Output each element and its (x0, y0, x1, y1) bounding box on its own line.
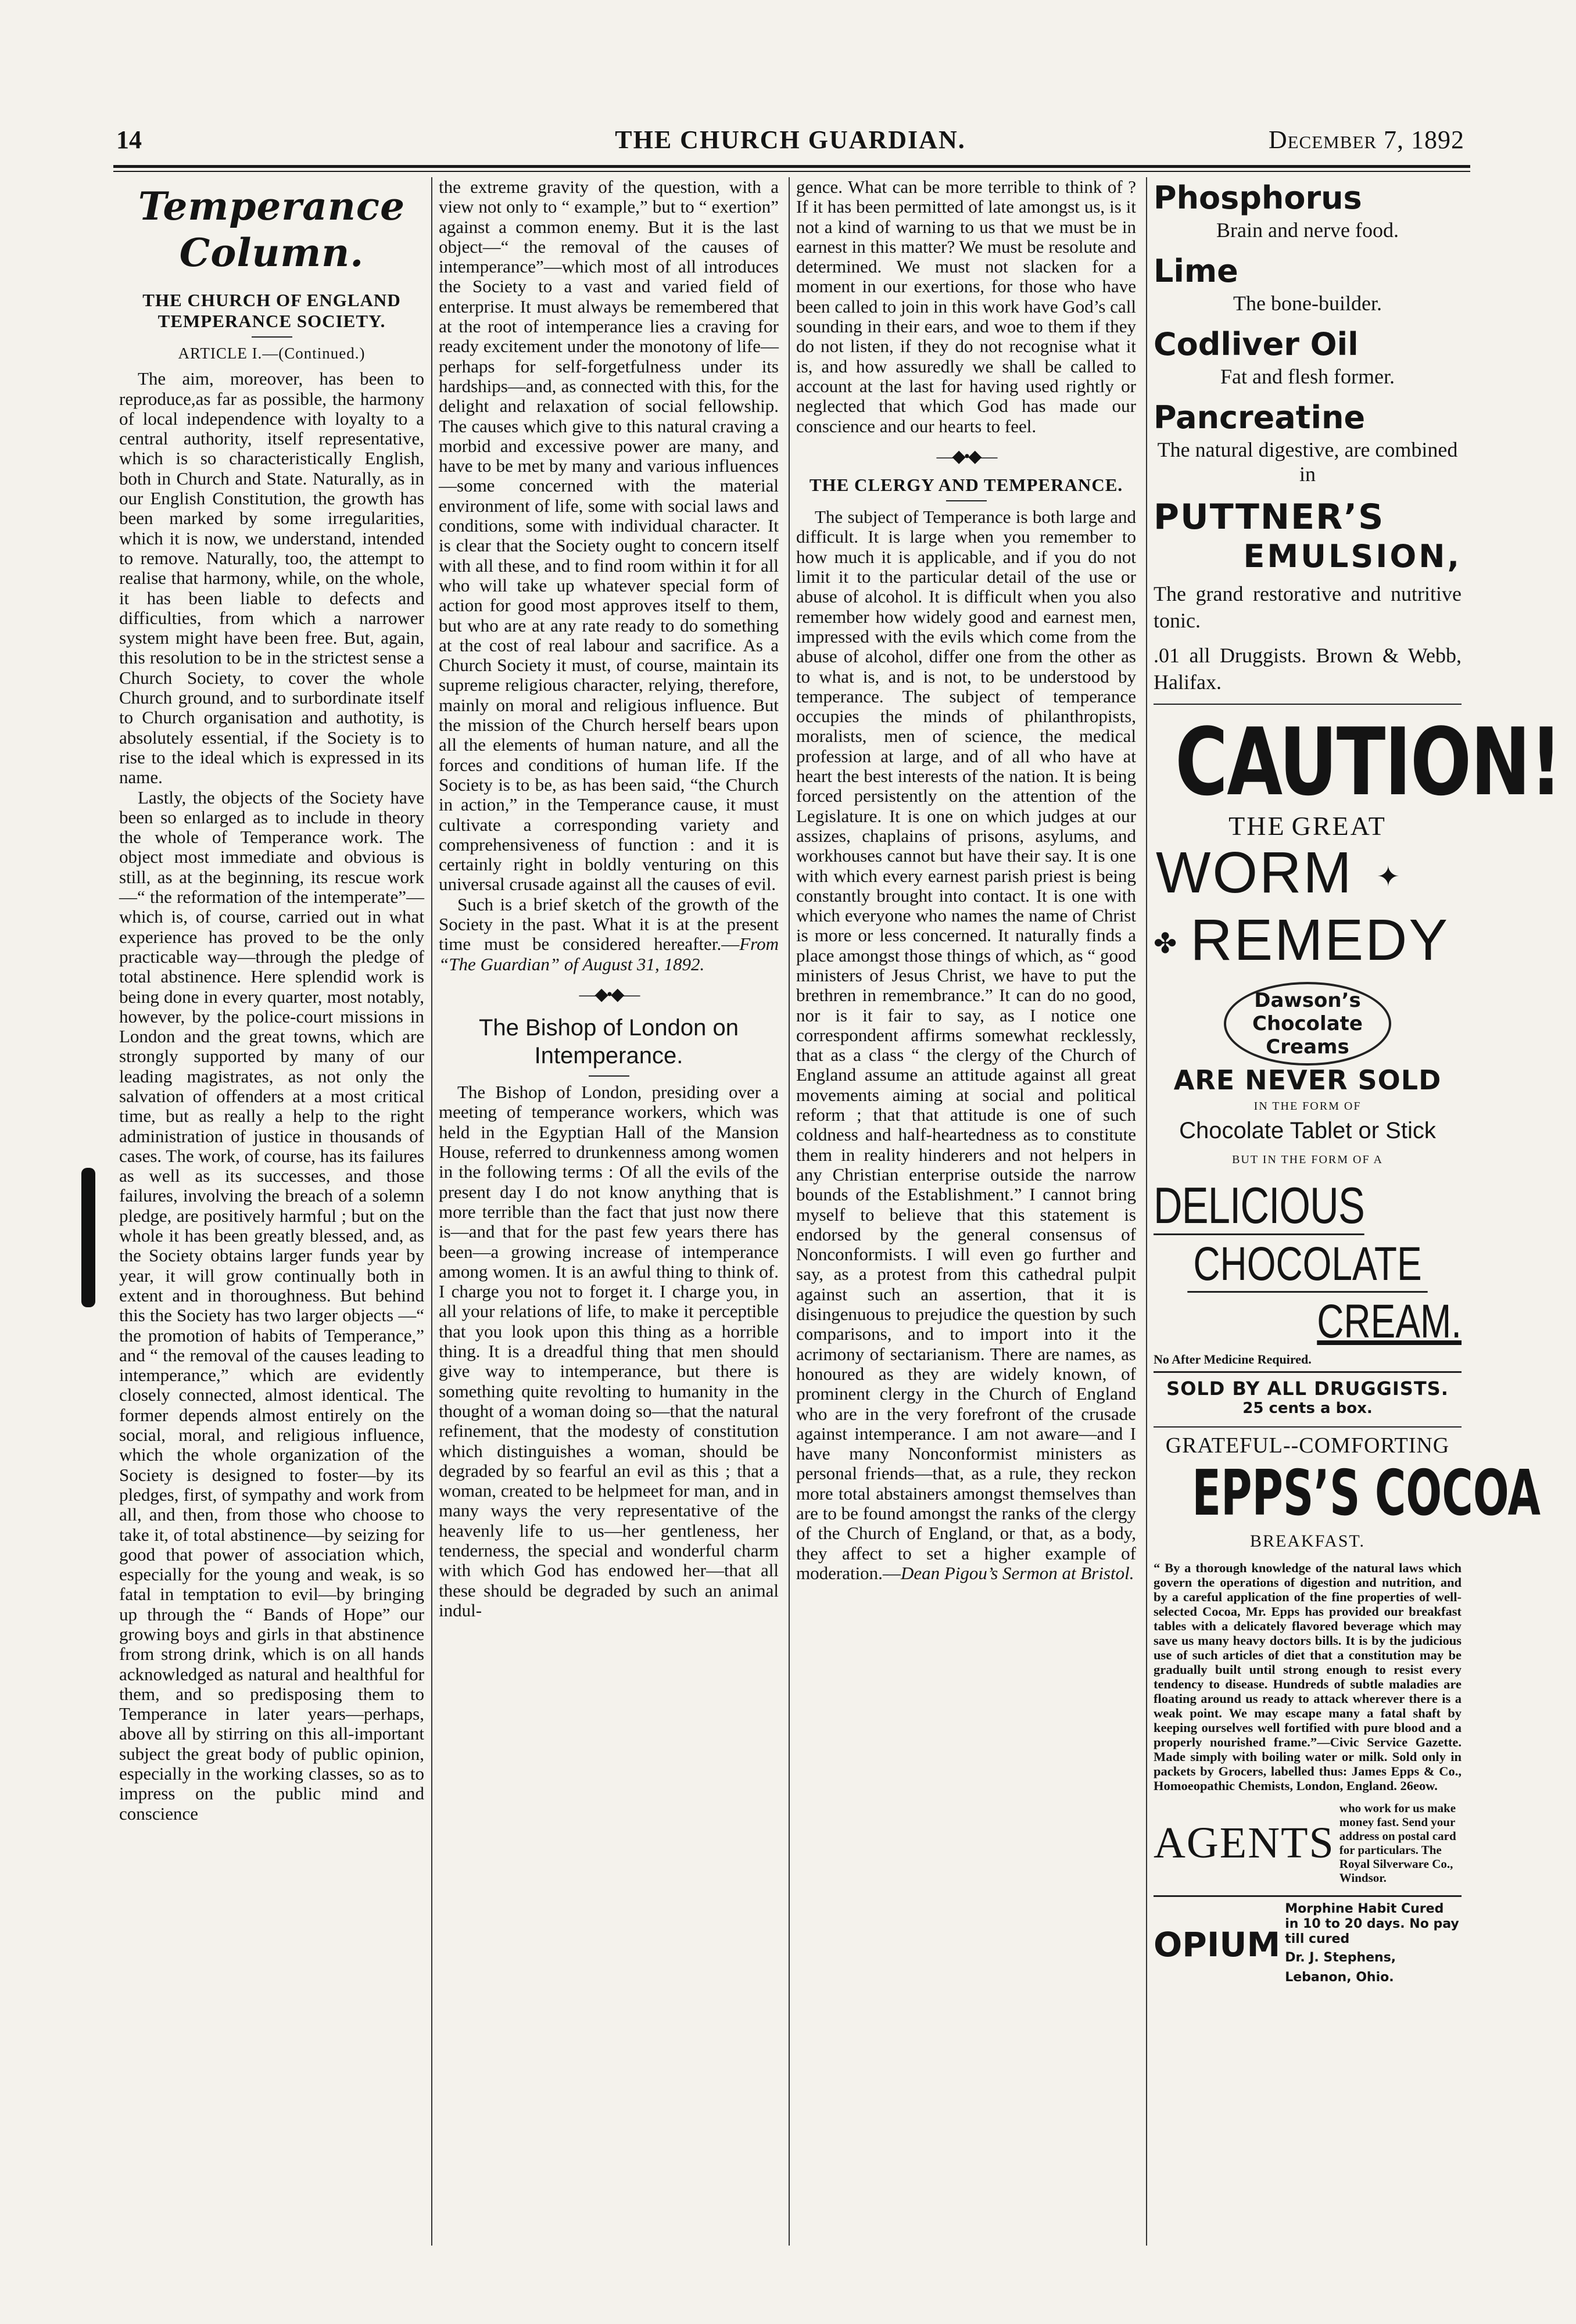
paragraph: the extreme gravity of the question, with a view not only to “ example,” but to “ exertion” against a common enemy. But it is the last object—“ the removal of the causes of intemperance”—which most of all introduces the Society to a vast and varied field of enterprise. It must always be remembered that at the root of intemperance lies a craving for ready excitement under the monotony of life—perhaps for self-forgetfulness under its hardships—and, as connected with this, for the delight and relaxation of social fellowship. The causes which give to this natural craving a morbid and excessive power are many, and have to be met by many and various influences—some concerned with the material environment of life, some with social laws and conditions, some with individual character. It is clear that the Society ought to concern itself with all these, and to find room within it for all who will take up whatever special form of action for good most approves itself to them, but who are at any rate ready to do something at the cost of real labour and sacrifice. As a Church Society it must, of course, maintain its supreme religious character, relying, therefore, mainly on moral and religious influence. But the mission of the Church herself bears upon all the elements of human nature, and all the forces and conditions of human life. If the Society is to be, as has been said, “the Church in action,” in the Temperance cause, it must cultivate a corresponding variety and comprehensiveness of function : and it is certainly right in boldly venturing on this universal crusade against all the causes of evil. (439, 177, 779, 895)
ad-cream: CREAM. (1317, 1295, 1462, 1349)
column-2 (439, 177, 779, 2246)
ad-body: The grand restorative and nutritive tonic. (1154, 582, 1462, 632)
ad-subtext: The bone-builder. (1233, 292, 1382, 315)
ad-dawsons-line: Creams (1266, 1035, 1349, 1059)
ad-sold-by: SOLD BY ALL DRUGGISTS. (1166, 1377, 1449, 1400)
ad-worm (1156, 842, 1462, 908)
paragraph (796, 507, 1136, 1583)
issue-date: December 7, 1892 (1268, 125, 1464, 154)
article-subhead: ARTICLE I.—(Continued.) (178, 345, 366, 362)
ad-chocolate: CHOCOLATE (1187, 1238, 1427, 1293)
ad-phosphorus: Phosphorus (1154, 180, 1362, 216)
ad-small-caption: BUT IN THE FORM OF A (1232, 1153, 1383, 1167)
temperance-column-title: Temperance Column. (138, 184, 406, 275)
short-rule (252, 336, 292, 338)
ad-pancreatine: Pancreatine (1154, 399, 1366, 436)
ad-dawsons-line: Chocolate (1252, 1012, 1363, 1036)
ad-breakfast: BREAKFAST. (1249, 1531, 1366, 1551)
column-1 (119, 177, 424, 2246)
ad-dawsons-line: Dawson’s (1254, 989, 1361, 1013)
paragraph: gence. What can be more terrible to think of ? If it has been permitted of late amongst us, is it not a kind of warning to us that we must be in earnest in this matter? We must be resolute and determined. We must not slacken for a moment in our exertions, for those who have been called to join in this work have God’s call sounding in their ears, and woe to them if they do not listen, if they do not recognise what it is, and how assuredly we shall be called to account at the last for having used rightly or neglected that which God has made our conscience and our hearts to feel. (796, 177, 1136, 436)
ad-opium-name: Dr. J. Stephens, Lebanon, Ohio. (1285, 1950, 1396, 1985)
ad-lime: Lime (1154, 253, 1238, 289)
ad-opium-text: Morphine Habit Cured in 10 to 20 days. No pay till cured (1285, 1901, 1459, 1946)
article-heading: THE CHURCH OF ENGLAND TEMPERANCE SOCIETY. (142, 290, 401, 331)
ad-emulsion: EMULSION, (1243, 538, 1462, 575)
ad-subtext: The natural digestive, are combined in (1157, 438, 1458, 486)
ad-small-caption: IN THE FORM OF (1253, 1099, 1362, 1113)
ornament-divider: —◆•◆— (579, 984, 639, 1004)
ad-epps-cocoa: EPPS’S COCOA (1192, 1457, 1541, 1530)
ad-opium (1154, 1895, 1462, 1988)
header-rule (113, 165, 1470, 168)
ad-remedy-text: REMEDY (1190, 907, 1450, 973)
ornament-icon: ✦ (1376, 861, 1402, 892)
signature: Dean Pigou’s Sermon at Bristol. (900, 1562, 1134, 1583)
ad-divider (1154, 1426, 1462, 1428)
ad-divider (1154, 704, 1462, 705)
source-citation: From “The Guardian” of August 31, 1892. (439, 934, 779, 974)
ad-agents-title: AGENTS (1154, 1818, 1335, 1867)
newspaper-title: THE CHURCH GUARDIAN. (615, 125, 966, 154)
ad-the: THE (1228, 811, 1286, 841)
ad-caution: CAUTION! (1175, 708, 1562, 816)
ad-agents (1154, 1801, 1462, 1885)
ad-dawsons-oval (1224, 982, 1391, 1066)
paragraph-text: Such is a brief sketch of the growth of the Society in the past. What it is at the present time must be considered hereafter.— (439, 894, 779, 955)
ad-agents-text: who work for us make money fast. Send your address on postal card for particulars. The Royal Silverware Co., Windsor. (1339, 1801, 1456, 1885)
ad-chocolate-tablet: Chocolate Tablet or Stick (1179, 1118, 1436, 1144)
header-rule-thin (113, 171, 1470, 172)
ad-great: GREAT (1291, 811, 1387, 841)
page-header (116, 125, 1464, 166)
ad-grateful: GRATEFUL--COMFORTING (1165, 1433, 1450, 1458)
ad-never-sold: ARE NEVER SOLD (1173, 1064, 1442, 1096)
ornament-divider: —◆•◆— (936, 446, 996, 466)
page-number: 14 (116, 125, 142, 154)
ad-opium-title: OPIUM (1154, 1925, 1281, 1965)
short-rule (589, 1075, 629, 1077)
ornament-icon: ✤ (1154, 928, 1179, 960)
paragraph (439, 895, 779, 974)
article-heading: THE CLERGY AND TEMPERANCE. (809, 475, 1123, 496)
ad-body: .01 all Druggists. Brown & Webb, Halifax. (1154, 644, 1462, 694)
article-heading: The Bishop of London on Intemperance. (478, 1015, 739, 1069)
ad-delicious: DELICIOUS (1154, 1177, 1364, 1235)
ad-remedy (1154, 908, 1462, 977)
column-rule (789, 177, 790, 2246)
column-rule (1146, 177, 1147, 2246)
ad-epps-body: “ By a thorough knowledge of the natural laws which govern the operations of digestion and nutrition, and by a careful application of the fine properties of well-selected Cocoa, Mr. Epps has provided our breakfast tables with a delicately flavored beverage which may save us many heavy doctors bills. It is by the judicious use of such articles of diet that a constitution may be gradually built until strong enough to resist every tendency to disease. Hundreds of subtle maladies are floating around us ready to attack wherever there is a weak point. We may escape many a fatal shaft by keeping ourselves well fortified with pure blood and a properly nourished frame.”—Civic Service Gazette. Made simply with boiling water or milk. Sold only in packets by Grocers, labelled thus: James Epps & Co., Homoeopathic Chemists, London, England. 26eow. (1154, 1560, 1462, 1793)
column-3 (796, 177, 1136, 2246)
column-rule (431, 177, 432, 2246)
ad-codliver: Codliver Oil (1154, 326, 1359, 363)
ad-subtext: Brain and nerve food. (1216, 218, 1399, 242)
ad-no-medicine: No After Medicine Required. (1154, 1350, 1462, 1372)
ad-subtext: Fat and flesh former. (1220, 365, 1395, 388)
paragraph: The Bishop of London, presiding over a meeting of temperance workers, which was held in the Egyptian Hall of the Mansion House, referred to drunkenness among women in the following terms : Of all the evils of the present day I do not know anything that is more terrible than the fact that just now there is—and that for the past few years there has been—a growing increase of intemperance among women. It is an awful thing to think of. I charge you not to forget it. I charge you, in all your relations of life, to make it perceptible that you look upon this thing as a horrible thing. It is a dreadful thing that men should give way to intemperance, but there is something quite revolting to humanity in the thought of a woman doing so—that the natural refinement, that the modesty of constitution which distinguishes a woman, should be degraded by so fearful an evil as this ; that a woman, created to be helpmeet for man, and in many ways the very representative of the heavenly life to us—her gentleness, her tenderness, the special and wonderful charm with which God has endowed her—that all these should be degraded by such an animal indul- (439, 1082, 779, 1620)
short-rule (946, 500, 987, 501)
paragraph: Lastly, the objects of the Society have been so enlarged as to include in theory the whole of Temperance work. The object most immediate and obvious is still, as at the beginning, its rescue work—“ the reformation of the intemperate”—which is, of course, carried out in what experience has proved to be the only practicable way—through the pledge of total abstinence. Here splendid work is being done in every quarter, most notably, however, by the police-court missions in London and the great towns, which are strongly supported by many of our leading magistrates, as not only the salvation of offenders at a most critical time, but as really a help to the right administration of justice in thousands of cases. The work, of course, has its failures as well as its successes, and those failures, involving the breach of a solemn pledge, are positively harmful ; but on the whole it has been greatly blessed, and, as the Society obtains larger funds year by year, it will grow continually both in extent and in thoroughness. But behind this the Society has two larger objects —“ the promotion of habits of Temperance,” and “ the removal of the causes leading to intemperance,” which are evidently closely connected, almost identical. The former depends almost entirely on the social, moral, and religious influence, which the whole organization of the Society is designed to foster—by its pledges, first, of sympathy and work from all, and then, from those who choose to take it, of total abstinence—by seizing for good that power of association which, especially for the young and weak, is so fatal in temptation to evil—by bringing up through the “ Bands of Hope” our growing boys and girls in that abstinence from strong drink, which is on all hands acknowledged as natural and healthful for them, and so predisposing them to Temperance in later years—perhaps, above all by stirring on this all-important subject the great body of public opinion, especially in the working classes, so as to impress on the public mind and conscience (119, 787, 424, 1824)
column-4-advertisements (1154, 177, 1562, 2246)
paragraph: The aim, moreover, has been to reproduce,as far as possible, the harmony of local independence with loyalty to a central authority, itself representative, which is so characteristically English, both in Church and State. Naturally, as in our English Constitution, the growth has been marked by some irregularities, which it is now, we understand, intended to remove. Naturally, too, the attempt to realise that harmony, while, on the whole, it has been liable to defects and difficulties, from which a narrower system might have been free. But, again, this resolution to be in the strictest sense a Church Society, to cover the whole Church ground, and to surbordinate itself to Church organisation and authotity, is absolutely essential, if the Society is to rise to the ideal which is expressed in its name. (119, 368, 424, 788)
ad-price: 25 cents a box. (1242, 1399, 1373, 1417)
ad-the-great (1154, 811, 1462, 841)
ad-worm-text: WORM (1156, 840, 1353, 906)
ad-puttner: PUTTNER’S (1154, 497, 1385, 537)
ink-smudge (81, 1168, 95, 1307)
paragraph-text: The subject of Temperance is both large and difficult. It is large when you remember to how much it is applicable, and if you do not limit it to the particular detail of the use or abuse of alcohol. It is difficult when you also remember how widely good and earnest men, impressed with the evils which come from the abuse of alcohol, differ one from the other as to what is, and is not, to be understood by temperance. The subject of temperance occupies the minds of philanthropists, moralists, men of science, the medical profession at large, and of all who have at heart the best interests of the nation. It is being forced persistently on the attention of the Legislature. It is one on which judges at our assizes, chaplains of prisons, asylums, and workhouses cannot but have their say. It is one with which every earnest parish priest is being constantly brought into contact. It is one with which everyone who names the name of Christ is more or less concerned. It naturally finds a place amongst those things of which, as “ good ministers of Jesus Christ, we have to put the brethren in remembrance.” It can do no good, nor is it fair to say, as I notice one correspondent affirms somewhat recklessly, that as a class “ the clergy of the Church of England assume an attitude against all great movements aiming at social and political reform ; that that attitude is one of such coldness and half-heartedness as to constitute them in reality hinderers and not helpers in any Christian enterprise outside the narrow bounds of the Establishment.” I cannot bring myself to believe that this statement is endorsed by the general consensus of Nonconformists. I will even go further and say, as a protest from this cathedral pulpit against such an assertion, that it is disingenuous to prejudice the question by such comparisons, and to import into it the acrimony of sectarianism. There are names, as honoured as they are widely known, of prominent clergy in the Church of England who are in the very forefront of the crusade against intemperance. I am not aware—and I have many Nonconformist ministers as personal friends—that, as a rule, they reckon more total abstainers amongst themselves than are to be found amongst the ranks of the clergy of the Church of England, or that, as a body, they affect to set a higher example of moderation.— (796, 507, 1136, 1583)
